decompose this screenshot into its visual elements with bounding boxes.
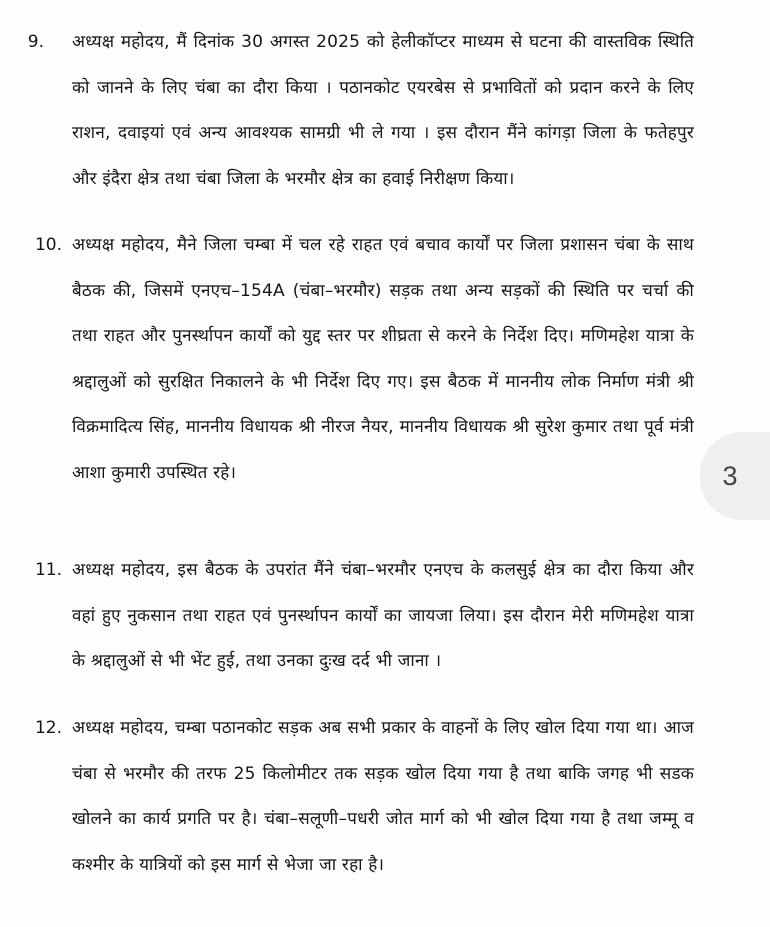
paragraph-text: अध्यक्ष महोदय, मैं दिनांक 30 अगस्त 2025 को हेलीकॉप्टर माध्यम से घटना की वास्तविक स्थिति को जानने के लिए चंबा का दौरा किया । पठानकोट एयरबेस से प्रभावितों को प्रदान करने के लिए राशन, दवाइयां एवं अन्य आवश्यक सामग्री भी ले गया । इस दौरान मैंने कांगड़ा जिला के फतेहपुर और इंदैरा क्षेत्र तथा चंबा जिला के भरमौर क्षेत्र का हवाई निरीक्षण किया। xyxy=(72,32,694,189)
paragraph-number: 10. xyxy=(34,235,62,255)
page-number: 3 xyxy=(722,461,738,491)
paragraph-text: अध्यक्ष महोदय, मैने जिला चम्बा में चल रहे राहत एवं बचाव कार्यों पर जिला प्रशासन चंबा के साथ बैठक की, जिसमें एनएच–154A (चंबा–भरमौर) सड़क तथा अन्य सड़कों की स्थिति पर चर्चा की तथा राहत और पुनर्स्थापन कार्यों को युद्द स्तर पर शीघ्रता से करने के निर्देश दिए। मणिमहेश यात्रा के श्रद्दालुओं को सुरक्षित निकालने के भी निर्देश दिए गए। इस बैठक में माननीय लोक निर्माण मंत्री श्री विक्रमादित्य सिंह, माननीय विधायक श्री नीरज नैयर, माननीय विधायक श्री सुरेश कुमार तथा पूर्व मंत्री आशा कुमारी उपस्थित रहे। xyxy=(72,235,694,483)
paragraph-text: अध्यक्ष महोदय, इस बैठक के उपरांत मैंने चंबा–भरमौर एनएच के कलसुई क्षेत्र का दौरा किया और वहां हुए नुकसान तथा राहत एवं पुनर्स्थापन कार्यों का जायजा लिया। इस दौरान मेरी मणिमहेश यात्रा के श्रद्दालुओं से भी भेंट हुई, तथा उनका दुःख दर्द भी जाना । xyxy=(72,560,694,671)
paragraph-number: 12. xyxy=(34,718,62,738)
page-indicator-tab[interactable] xyxy=(700,432,770,520)
paragraph-number: 11. xyxy=(34,560,62,580)
paragraph-number: 9. xyxy=(27,32,44,52)
paragraph-text: अध्यक्ष महोदय, चम्बा पठानकोट सड़क अब सभी प्रकार के वाहनों के लिए खोल दिया गया था। आज चंबा से भरमौर की तरफ 25 किलोमीटर तक सड़क खोल दिया गया है तथा बाकि जगह भी सडक खोलने का कार्य प्रगति पर है। चंबा–सलूणी–पधरी जोत मार्ग को भी खोल दिया गया है तथा जम्मू व कश्मीर के यात्रियों को इस मार्ग से भेजा जा रहा है। xyxy=(72,718,694,875)
